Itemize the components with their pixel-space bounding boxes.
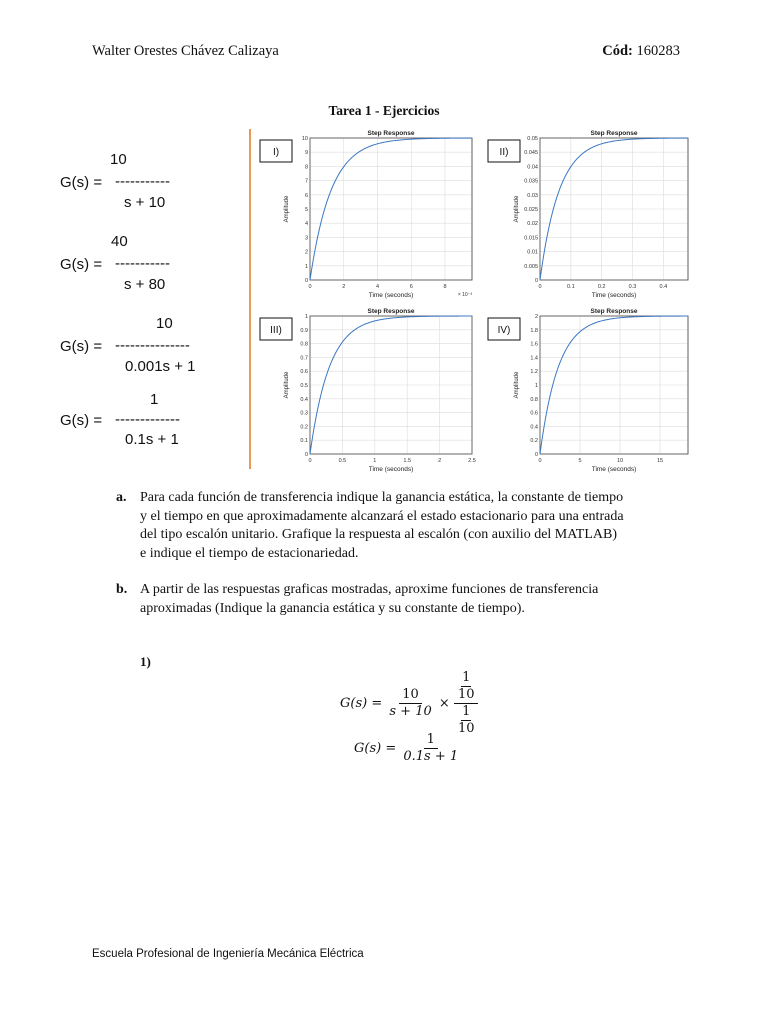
x-axis-label: Time (seconds)	[591, 292, 637, 299]
y-tick-label: 0.025	[524, 207, 538, 213]
panel-label-box	[260, 318, 292, 340]
x-tick-label: 0.3	[628, 284, 637, 290]
step-response-plot-4	[484, 304, 694, 476]
y-tick-label: 1.2	[530, 369, 538, 376]
y-tick-label: 0.01	[527, 249, 538, 256]
eq-inner-num: 1	[462, 670, 471, 685]
solution-equation-2	[354, 732, 461, 765]
x-tick-label: 1	[373, 458, 377, 464]
eq-numerator: 1	[424, 732, 438, 749]
question-label: b.	[116, 582, 128, 597]
chart-title: Step Response	[367, 130, 415, 137]
y-tick-label: 0.1	[300, 438, 308, 445]
x-axis-label: Time (seconds)	[368, 292, 414, 299]
tf-fraction-bar: -------------	[115, 411, 180, 428]
y-tick-label: 0.4	[300, 396, 308, 403]
eq-fraction	[386, 687, 434, 720]
tf-denominator: s + 10	[124, 194, 166, 211]
code-value: 160283	[636, 43, 680, 59]
panel-label: II)	[499, 147, 509, 158]
y-axis-label: Amplitude	[284, 195, 290, 223]
panel-label: I)	[272, 147, 280, 158]
question-line: aproximadas (Indique la ganancia estática y su constante de tiempo).	[140, 600, 525, 616]
y-axis-label: Amplitude	[284, 371, 290, 399]
y-tick-label: 0.5	[300, 383, 308, 389]
tf-lhs: G(s) =	[60, 256, 103, 273]
eq-fraction	[400, 732, 461, 765]
y-tick-label: 0.02	[527, 221, 538, 228]
x-tick-label: 0.1	[567, 284, 575, 290]
footer-school: Escuela Profesional de Ingeniería Mecánica Eléctrica	[92, 948, 364, 960]
question-text	[140, 489, 700, 563]
tf-lhs: G(s) =	[60, 412, 103, 429]
x-tick-label: 8	[443, 284, 447, 290]
y-tick-label: 0	[304, 452, 308, 458]
question-line: y el tiempo en que aproximadamente alcanzará el estado estacionario para una entrada	[140, 508, 624, 524]
tf-fraction-bar: ---------------	[115, 337, 190, 354]
eq-inner-den: 10	[457, 687, 475, 702]
tf-numerator: 40	[111, 233, 128, 250]
y-tick-label: 0.4	[530, 424, 538, 431]
step-response-plot-2	[484, 126, 694, 304]
y-tick-label: 1	[304, 314, 308, 320]
y-tick-label: 2	[304, 249, 308, 256]
question-a	[116, 489, 716, 564]
y-tick-label: 4	[304, 221, 308, 228]
solution-item-label: 1)	[140, 654, 151, 669]
eq-lhs: G(s) =	[340, 696, 383, 711]
y-tick-label: 0.7	[300, 355, 308, 362]
chart-title: Step Response	[590, 130, 638, 137]
tf-fraction-bar: -----------	[115, 255, 170, 272]
y-tick-label: 0.2	[300, 424, 308, 431]
panel-label-box	[260, 140, 292, 162]
question-line: e indique el tiempo de estacionariedad.	[140, 545, 359, 561]
y-tick-label: 6	[304, 192, 308, 199]
y-tick-label: 0.035	[524, 178, 538, 185]
y-axis-label: Amplitude	[514, 195, 520, 223]
y-axis-label: Amplitude	[514, 371, 520, 399]
eq-inner-den: 10	[457, 721, 475, 736]
x-tick-label: 5	[578, 458, 582, 464]
y-tick-label: 0	[304, 278, 308, 284]
x-tick-label: 0	[308, 284, 312, 290]
y-tick-label: 0.9	[300, 327, 308, 334]
x-tick-label: 0	[538, 284, 542, 290]
y-tick-label: 0.8	[300, 341, 308, 348]
y-tick-label: 1	[534, 383, 538, 389]
tf-denominator: 0.001s + 1	[125, 358, 196, 375]
y-tick-label: 0.05	[527, 136, 538, 142]
x-multiplier-label: × 10⁻³	[457, 292, 472, 298]
solution-equation-1	[340, 670, 478, 737]
y-tick-label: 0.005	[524, 263, 538, 270]
x-axis-label: Time (seconds)	[591, 466, 637, 473]
question-line: del tipo escalón unitario. Grafique la respuesta al escalón (con auxilio del MATLAB)	[140, 527, 618, 542]
x-tick-label: 4	[375, 284, 380, 290]
eq-inner-fraction	[457, 670, 476, 703]
y-tick-label: 0.3	[300, 410, 308, 417]
tf-fraction-bar: -----------	[115, 173, 170, 190]
y-tick-label: 0	[534, 278, 538, 284]
y-tick-label: 0.04	[527, 164, 538, 171]
eq-inner-num: 1	[462, 704, 471, 719]
code-label: Cód:	[602, 43, 633, 59]
x-tick-label: 1.5	[403, 458, 412, 464]
question-text	[140, 581, 700, 618]
tf-numerator: 10	[110, 151, 127, 168]
y-tick-label: 1.4	[530, 355, 538, 362]
x-tick-label: 15	[656, 458, 664, 464]
tf-denominator: s + 80	[124, 276, 166, 293]
y-tick-label: 0.03	[527, 192, 538, 199]
x-axis-label: Time (seconds)	[368, 466, 414, 473]
chart-title: Step Response	[367, 308, 415, 315]
y-tick-label: 0.015	[524, 235, 538, 242]
tf-numerator: 10	[156, 315, 173, 332]
x-tick-label: 0.5	[338, 458, 347, 464]
panel-label-box	[488, 140, 520, 162]
y-tick-label: 7	[304, 178, 308, 185]
tf-lhs: G(s) =	[60, 174, 103, 191]
step-response-plot-3	[256, 304, 478, 476]
tf-lhs: G(s) =	[60, 338, 103, 355]
x-tick-label: 0.2	[597, 284, 606, 290]
x-tick-label: 0	[538, 458, 542, 464]
y-tick-label: 1.6	[530, 341, 538, 348]
question-label: a.	[116, 490, 127, 505]
y-tick-label: 0.2	[530, 438, 538, 445]
x-tick-label: 6	[409, 284, 413, 290]
tf-denominator: 0.1s + 1	[125, 431, 179, 448]
y-tick-label: 5	[304, 207, 308, 213]
eq-compound-fraction	[454, 670, 479, 737]
y-tick-label: 10	[301, 136, 308, 142]
y-tick-label: 8	[304, 164, 308, 171]
student-code	[602, 43, 680, 60]
question-line: A partir de las respuestas graficas mostradas, aproxime funciones de transferencia	[140, 582, 599, 597]
step-response-plot-1	[256, 126, 478, 304]
y-tick-label: 3	[304, 235, 308, 242]
x-tick-label: 2.5	[468, 458, 476, 464]
eq-numerator: 10	[399, 687, 422, 704]
y-tick-label: 2	[534, 314, 538, 320]
y-tick-label: 9	[304, 150, 308, 157]
x-tick-label: 2	[438, 458, 442, 464]
y-tick-label: 1	[304, 263, 308, 270]
x-tick-label: 0	[308, 458, 312, 464]
panel-label: III)	[270, 325, 282, 336]
panel-label: IV)	[497, 325, 511, 336]
y-tick-label: 0.6	[530, 410, 538, 417]
eq-denominator: 0.1s + 1	[403, 749, 459, 764]
eq-lhs: G(s) =	[354, 741, 397, 756]
x-tick-label: 10	[616, 458, 624, 464]
question-b	[116, 581, 716, 621]
page-title: Tarea 1 - Ejercicios	[328, 103, 440, 118]
eq-times: ×	[438, 696, 450, 711]
eq-denominator: s + 10	[389, 704, 432, 719]
eq-compound-numerator	[454, 670, 479, 704]
question-line: Para cada función de transferencia indique la ganancia estática, la constante de tiempo	[140, 490, 624, 505]
tf-numerator: 1	[150, 391, 159, 408]
chart-title: Step Response	[590, 308, 638, 315]
y-tick-label: 0.6	[300, 369, 308, 376]
panel-label-box	[488, 318, 520, 340]
author-name: Walter Orestes Chávez Calizaya	[92, 43, 279, 59]
x-tick-label: 2	[342, 284, 346, 290]
y-tick-label: 0.8	[530, 396, 538, 403]
y-tick-label: 0	[534, 452, 538, 458]
y-tick-label: 0.045	[524, 150, 538, 157]
x-tick-label: 0.4	[659, 284, 668, 290]
divider-line	[249, 129, 251, 469]
y-tick-label: 1.8	[530, 327, 538, 334]
